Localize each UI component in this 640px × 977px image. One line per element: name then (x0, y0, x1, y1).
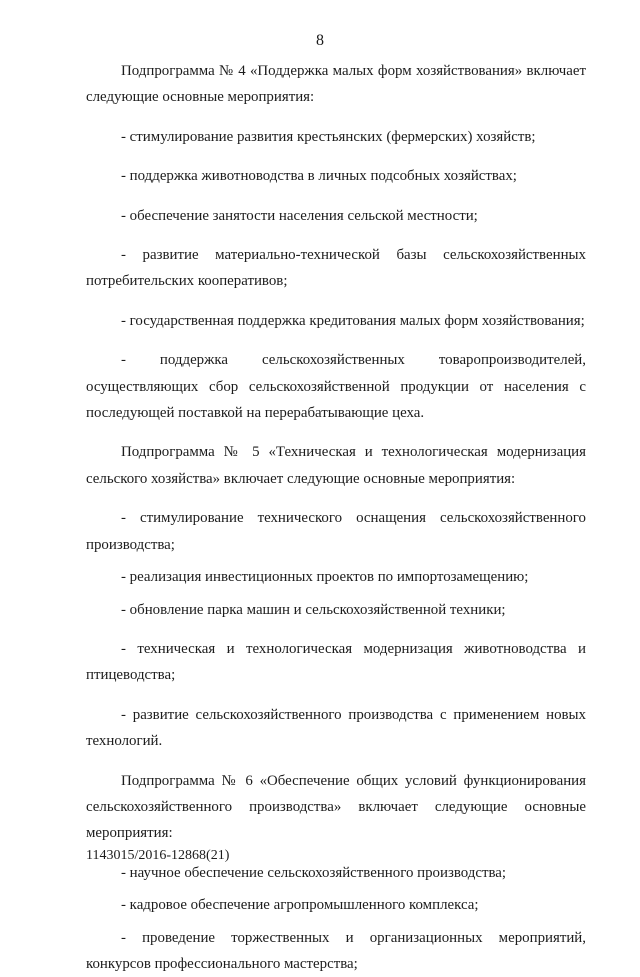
list-item: - техническая и технологическая модернизация животноводства и птицеводства; (86, 640, 586, 684)
list-item: - стимулирование развития крестьянских (фермерских) хозяйств; (121, 128, 536, 145)
list-item: - развитие материально-технической базы сельскохозяйственных потребительских кооперативов; (86, 247, 586, 290)
list-item: - проведение торжественных и организационных мероприятий, конкурсов профессионального мастерства; (86, 929, 586, 972)
list-item: - реализация инвестиционных проектов по импортозамещению; (121, 569, 529, 586)
list-item: - обеспечение занятости населения сельской местности; (121, 207, 478, 224)
list-item: - поддержка сельскохозяйственных товаропроизводителей, осуществляющих сбор сельскохозяйственной продукции от населения с последующей поставкой на перерабатывающие цеха. (86, 352, 586, 422)
document-code: 1143015/2016-12868(21) (86, 848, 230, 863)
subprogram-5-intro: Подпрограмма № 5 «Техническая и технологическая модернизация сельского хозяйства» включает следующие основные мероприятия: (86, 444, 586, 487)
document-body (86, 58, 586, 977)
subprogram-4-intro: Подпрограмма № 4 «Поддержка малых форм хозяйствования» включает следующие основные мероприятия: (86, 63, 586, 106)
list-item: - поддержка животноводства в личных подсобных хозяйствах; (121, 168, 517, 185)
list-item: - развитие сельскохозяйственного производства с применением новых технологий. (86, 706, 586, 750)
subprogram-6-intro: Подпрограмма № 6 «Обеспечение общих условий функционирования сельскохозяйственного производства» включает следующие основные мероприятия: (86, 772, 586, 842)
list-item: - государственная поддержка кредитования малых форм хозяйствования; (121, 312, 585, 329)
list-item: - стимулирование технического оснащения сельскохозяйственного производства; (86, 510, 586, 553)
list-item: - научное обеспечение сельскохозяйственного производства; (121, 864, 507, 881)
page-number: 8 (316, 32, 324, 49)
list-item: - кадровое обеспечение агропромышленного комплекса; (121, 897, 479, 914)
list-item: - обновление парка машин и сельскохозяйственной техники; (121, 601, 506, 618)
